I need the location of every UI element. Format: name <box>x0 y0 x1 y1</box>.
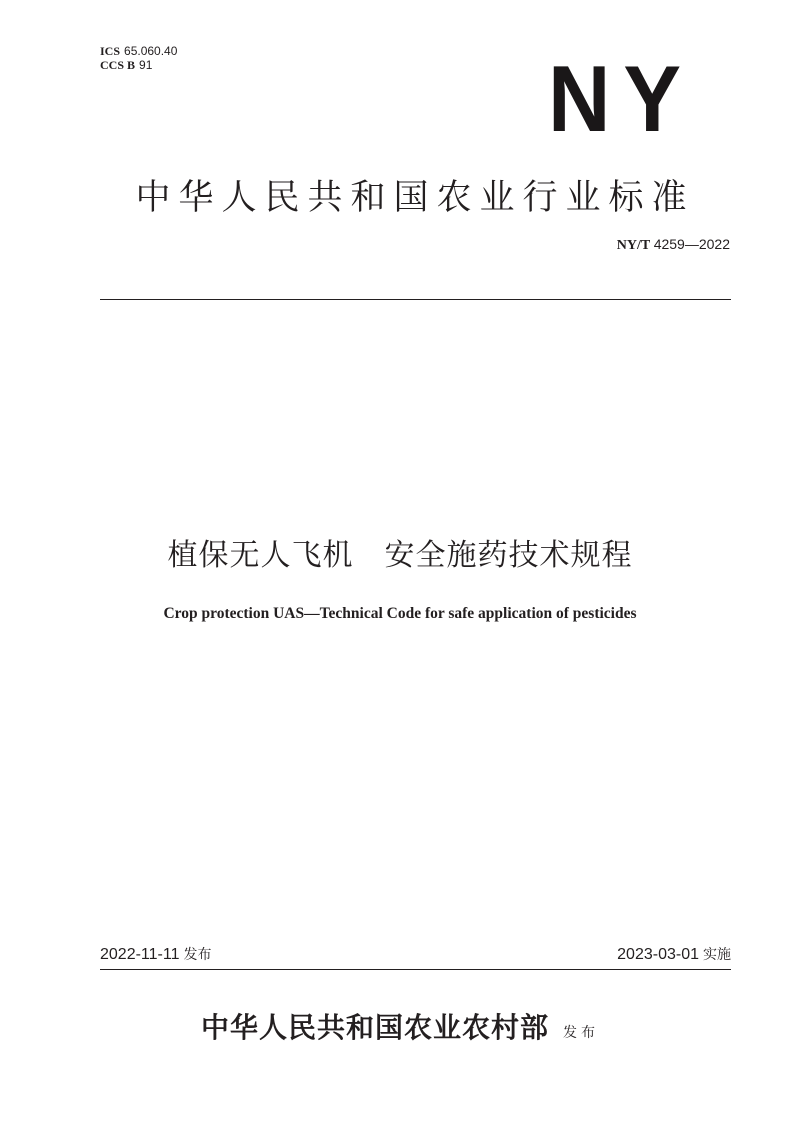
publisher-name: 中华人民共和国农业农村部 <box>200 1011 549 1044</box>
implementation-date-block <box>617 944 731 964</box>
implementation-date: 2023-03-01 <box>617 946 699 963</box>
standard-number-prefix: NY/T <box>616 238 651 253</box>
ministry-standard-title: 中华人民共和国农业行业标准 <box>135 178 695 218</box>
publisher-label: 发布 <box>563 1025 599 1041</box>
title-english: Crop protection UAS—Technical Code for safe application of pesticides <box>163 605 637 622</box>
standard-number-value: 4259—2022 <box>653 236 730 252</box>
ics-value: 65.060.40 <box>124 44 178 58</box>
ics-code <box>100 44 177 58</box>
ccs-value: 91 <box>139 58 153 72</box>
title-chinese: 植保无人飞机 安全施药技术规程 <box>167 538 633 573</box>
bottom-divider <box>100 969 731 970</box>
standard-number <box>617 236 730 254</box>
issue-date-block <box>100 944 211 964</box>
classification-codes <box>100 44 177 72</box>
issue-label: 发布 <box>183 947 212 963</box>
ccs-code <box>100 58 177 72</box>
issue-date: 2022-11-11 <box>100 946 180 963</box>
publisher <box>0 1006 800 1046</box>
implementation-label: 实施 <box>703 947 731 963</box>
ny-logo: NY <box>548 46 694 151</box>
ccs-label: CCS B <box>100 58 136 72</box>
ics-label: ICS <box>100 44 121 58</box>
top-divider <box>100 299 731 300</box>
